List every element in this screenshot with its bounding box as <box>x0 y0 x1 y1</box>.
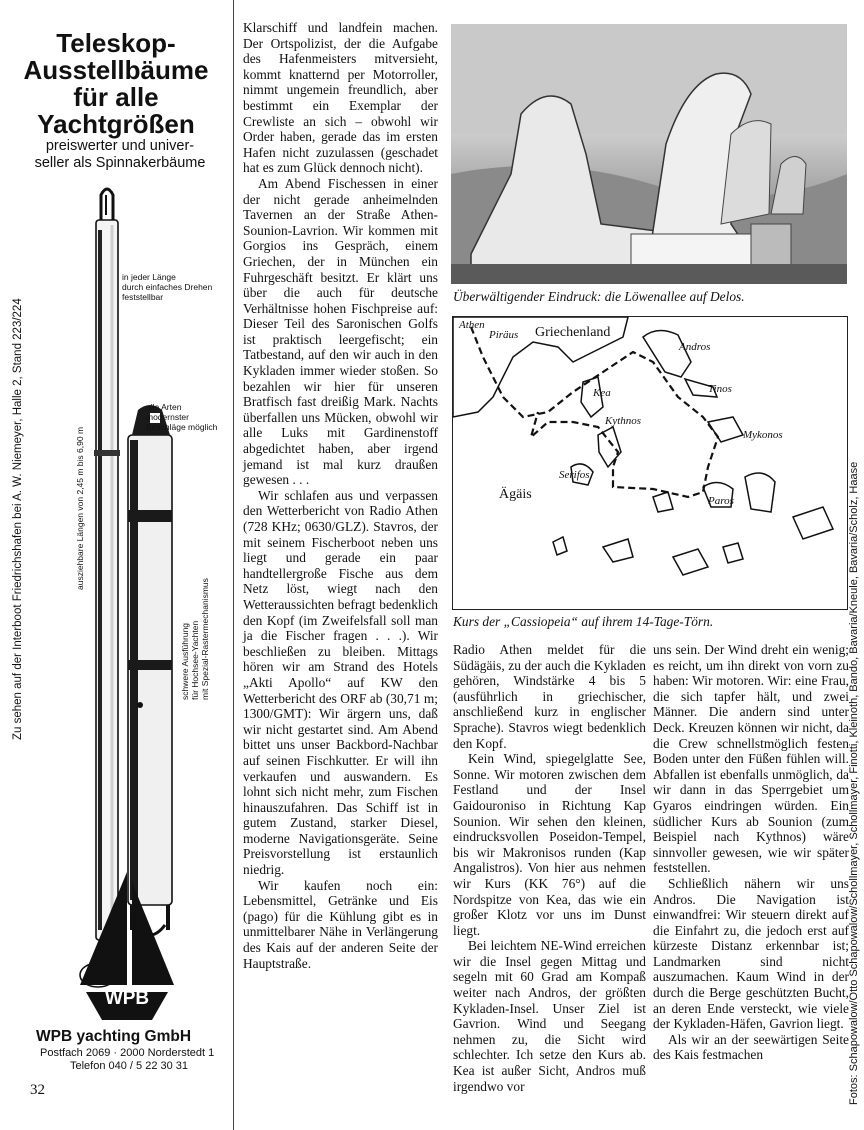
cyclades-route-map <box>452 316 848 610</box>
ad-headline-line: Ausstellbäume <box>23 55 209 85</box>
map-caption: Kurs der „Cassiopeia“ auf ihrem 14-Tage-Törn. <box>453 614 714 629</box>
ad-note-fittings <box>146 402 236 432</box>
article-column-3 <box>653 642 849 1063</box>
map-label-aegaeis: Ägäis <box>499 487 532 502</box>
article-paragraph: Wir kaufen noch ein: Lebensmittel, Getränke und Eis (pago) für die Kühlung gibt es in unmittelbarer Nähe in Verlängerung des Kais auf der anderen Seite der Hauptstraße. <box>243 877 438 971</box>
photo-credit: Fotos: Schapowalow/Otto Schapowalow/Schollmayer, Schollmayer, Finotti, Kleinoth, Bando, Bavaria/Kneule, Bavaria/Scholz, Haase <box>848 461 860 1105</box>
article-paragraph: Am Abend Fischessen in einer der nicht gerade anheimelnden Tavernen an der Straße Athen-Sounion-Lavrion. Wir kommen mit Gorgios ins Gespräch, einem Griechen, der in München ein Fuhrgeschäft besitzt. Er klärt uns über die auch für deutsche Verhältnisse hohen Fischpreise auf: Dieser Teil des Saronischen Golfs ist praktisch leergefischt; ein Tatbestand, auf den wir auch in den Kykladen immer wieder stoßen. So bezahlen wir hier für unseren Bratfisch fast dreißig Mark. Nachts überfallen uns Mücken, obwohl wir alle Luks mit Gardinenstoff abgedichtet haben, aber irgend jemand ist mal kurz draußen gewesen . . . <box>243 175 438 488</box>
route-map-drawing <box>453 317 847 609</box>
map-label-kea: Kea <box>593 387 611 399</box>
ad-vertical-line: für Hochsee-Yachten <box>190 620 200 700</box>
wpb-logo-text: WPB <box>104 988 150 1009</box>
article-paragraph: Klarschiff und landfein machen. Der Ortspolizist, der die Aufgabe des Hafenmeisters mitversieht, kommt knatternd per Motorroller, nimmt ungemein freundlich, aber bestimmt ein Exemplar der Crewliste an sich – obwohl wir Order haben, gerade das im ersten Hafen nicht zuzulassen (geschadet hat es zum Glück dennoch nicht). <box>243 20 438 176</box>
ad-address-line: Postfach 2069 · 2000 Norderstedt 1 <box>40 1047 215 1059</box>
lion-statues-image <box>451 24 847 284</box>
map-label-piraeus: Piräus <box>489 329 519 341</box>
article-paragraph: Bei leichtem NE-Wind erreichen wir die Insel gegen Mittag und segeln mit 60 Grad am Kompaß weiter nach Andros, der größten Kykladen-Insel. Unser Ziel ist Gavrion. Wind und Seegang nehmen zu, die Sicht wird schlechter. Ich setze den Kurs ab. Kea ist außer Sicht, Andros muß irgendwo vor <box>453 938 646 1094</box>
map-label-kythnos: Kythnos <box>605 415 642 427</box>
ad-headline-line: Teleskop- <box>56 28 176 58</box>
delos-lions-photo <box>451 24 847 284</box>
map-label-athen: Athen <box>459 319 485 331</box>
column-rule <box>233 0 234 1130</box>
ad-headline <box>0 30 232 138</box>
article-paragraph: Radio Athen meldet für die Südägäis, zu der auch die Kykladen gehören, Windstärke 4 bis 5 (ausführlich in griechischer, anschließend kurz in englischer Sprache). Stavros wiegt bedenklich den Kopf. <box>453 642 646 751</box>
map-label-tinos: Tinos <box>708 383 732 395</box>
ad-vertical-line: mit Spezial-Rastermechanismus <box>200 578 210 700</box>
article-paragraph: Wir schlafen aus und verpassen den Wetterbericht von Radio Athen (728 KHz; 0630/GLZ). Stavros, der mit seinem Fischerboot neben uns liegt und gerade ein paar handtellergroße Fische aus dem Netz löst, wiegt nach den Wetteraussichten befragt bedenklich den Kopf (im Zweifelsfall soll man ja die Fischer fragen . . .). Wir beschließen zu bleiben. Mittags hören wir am Strand des Hotels „Akti Apollo“ auf KW den Wetterbericht des ORF ab (30,71 m; 1300/GMT): Wir ärgern uns, daß wir nicht gestartet sind. Am Abend bittet uns unser Backbord-Nachbar auf seinen Fischkutter. Er will ihn verkaufen und auswandern. Es lohnt sich nicht mehr, zum Fischen hinauszufahren. Das Schiff ist in gutem Zustand, starker Diesel, moderne Navigationsgeräte. Seine Preisvorstellung ist erstaunlich niedrig. <box>243 487 438 878</box>
ad-note-length <box>122 272 232 302</box>
photo-caption: Überwältigender Eindruck: die Löwenallee auf Delos. <box>453 289 745 304</box>
article-paragraph: uns sein. Der Wind dreht ein wenig; es reicht, um ihn direkt von vorn zu haben: Wir motoren. Wir: eine Frau, die sich tapfer hält, und zwei Männer. Die andern sind unter Deck. Kreuzen können wir nicht, da die Crew schnellstmöglich festen Boden unter den Füßen fühlen will. Abfallen ist ebenfalls unmöglich, da wir dann in das Sperrgebiet um Gyaros eindringen würden. Ein südlicher Kurs ab Sounion (zum Beispiel nach Kythnos) wäre sinnvoller gewesen, wie wir später feststellen. <box>653 642 849 876</box>
article-column-1 <box>243 20 438 971</box>
map-label-mykonos: Mykonos <box>743 429 783 441</box>
ad-note-line: in jeder Länge <box>122 272 176 282</box>
map-label-griechenland: Griechenland <box>535 325 611 340</box>
ad-vertical-exhibition: Zu sehen auf der Interboot Friedrichshafen bei A. W. Niemeyer, Halle 2, Stand 223/224 <box>12 298 24 740</box>
page-number: 32 <box>30 1082 45 1098</box>
ad-subtitle-line: seller als Spinnakerbäume <box>34 155 206 171</box>
article-paragraph: Kein Wind, spiegelglatte See, Sonne. Wir motoren zwischen dem Festland und der Insel Gaidouronisо in Richtung Kap Sounion. Wir sehen den kleinen, eindrucksvollen Poseidon-Tempel, bis wir Makronisos runden (Kap Angalistros). Von hier aus nehmen wir Kurs (KK 76°) auf die Nordspitze von Kea, das wie ein großer Klotz vor uns im Dunst liegt. <box>453 751 646 938</box>
ad-vertical-line: schwere Ausführung <box>180 622 190 700</box>
ad-note-line: durch einfaches Drehen <box>122 282 213 292</box>
map-label-paros: Paros <box>708 495 734 507</box>
ad-note-line: alle Arten <box>146 402 182 412</box>
article-paragraph: Als wir an der seewärtigen Seite des Kais festmachen <box>653 1031 849 1063</box>
article-paragraph: Schließlich nähern wir uns Andros. Die Navigation ist einwandfrei: Wir steuern direkt auf die Einfahrt zu, die jedoch erst auf kürzeste Distanz erkennbar ist; Landmarken sind nicht auszumachen. Kaum Wind in der durch die Berge geschützten Bucht, an deren Ende versteckt, wie viele der Kykladen-Häfen, Gavrion liegt. <box>653 875 849 1032</box>
ad-subtitle-line: preiswerter und univer- <box>45 138 195 154</box>
article-column-2 <box>453 642 646 1094</box>
ad-note-line: feststellbar <box>122 292 164 302</box>
ad-headline-line: für alle <box>73 82 159 112</box>
ad-vertical-heavy <box>180 578 210 700</box>
map-label-serifos: Serifos <box>559 469 590 481</box>
map-label-andros: Andros <box>679 341 711 353</box>
ad-note-line: Beschläge möglich <box>146 422 218 432</box>
ad-address <box>40 1047 240 1073</box>
ad-note-line: modernster <box>146 412 189 422</box>
ad-company-name: WPB yachting GmbH <box>36 1028 192 1045</box>
ad-headline-line: Yachtgrößen <box>37 109 195 139</box>
ad-address-line: Telefon 040 / 5 22 30 31 <box>70 1060 189 1072</box>
ad-vertical-lengths: ausziehbare Längen von 2,45 m bis 6,90 m <box>75 426 85 590</box>
ad-subtitle <box>0 138 240 172</box>
